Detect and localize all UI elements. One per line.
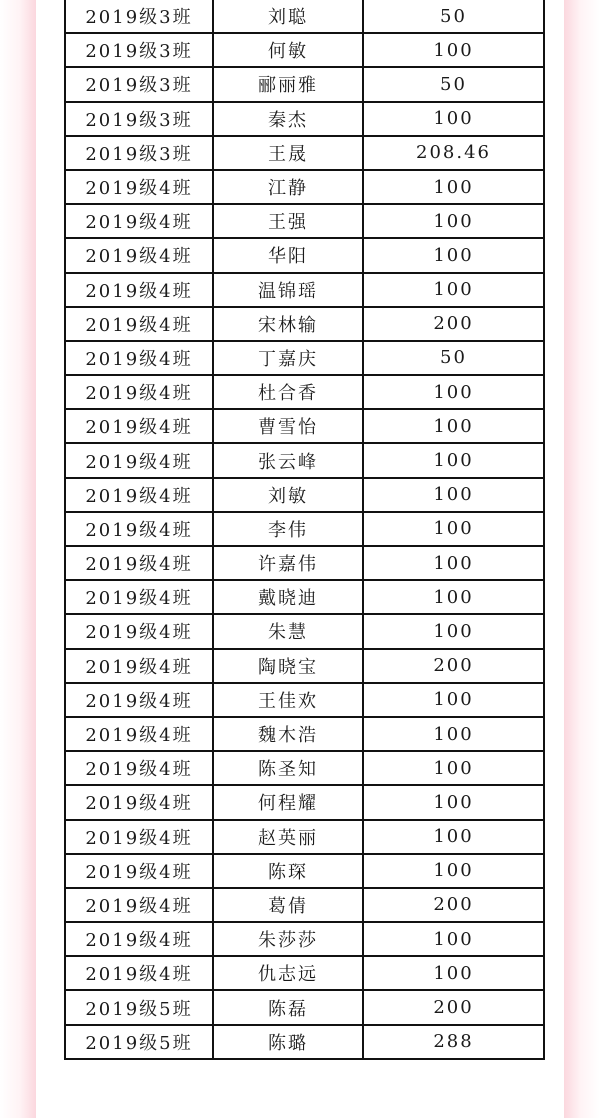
table-row [65,375,544,409]
name-cell: 温锦瑶 [213,273,363,307]
amount-cell: 100 [363,683,544,717]
name-cell: 陈琛 [213,854,363,888]
amount-cell: 50 [363,67,544,101]
amount-cell: 100 [363,854,544,888]
class-cell: 2019级4班 [65,273,213,307]
donation-table-body [65,0,544,1059]
amount-cell: 100 [363,717,544,751]
table-row [65,33,544,67]
class-cell: 2019级4班 [65,888,213,922]
amount-cell: 100 [363,820,544,854]
donation-table [64,0,545,1060]
name-cell: 张云峰 [213,443,363,477]
name-cell: 宋林输 [213,307,363,341]
table-row [65,0,544,33]
table-row [65,512,544,546]
table-row [65,888,544,922]
name-cell: 赵英丽 [213,820,363,854]
amount-cell: 100 [363,956,544,990]
class-cell: 2019级4班 [65,546,213,580]
table-row [65,854,544,888]
table-row [65,683,544,717]
table-row [65,922,544,956]
amount-cell: 100 [363,614,544,648]
table-row [65,614,544,648]
name-cell: 陈璐 [213,1025,363,1059]
class-cell: 2019级4班 [65,580,213,614]
name-cell: 魏木浩 [213,717,363,751]
amount-cell: 100 [363,546,544,580]
amount-cell: 50 [363,341,544,375]
name-cell: 刘聪 [213,0,363,33]
table-row [65,307,544,341]
amount-cell: 100 [363,751,544,785]
page-edge-left [0,0,36,1118]
table-row [65,990,544,1024]
name-cell: 王佳欢 [213,683,363,717]
class-cell: 2019级4班 [65,956,213,990]
table-row [65,409,544,443]
amount-cell: 100 [363,785,544,819]
name-cell: 华阳 [213,238,363,272]
name-cell: 何敏 [213,33,363,67]
table-row [65,717,544,751]
amount-cell: 100 [363,409,544,443]
table-row [65,136,544,170]
amount-cell: 100 [363,443,544,477]
amount-cell: 100 [363,170,544,204]
name-cell: 江静 [213,170,363,204]
class-cell: 2019级4班 [65,820,213,854]
amount-cell: 100 [363,238,544,272]
amount-cell: 50 [363,0,544,33]
table-row [65,170,544,204]
class-cell: 2019级3班 [65,33,213,67]
class-cell: 2019级4班 [65,443,213,477]
amount-cell: 288 [363,1025,544,1059]
amount-cell: 100 [363,512,544,546]
amount-cell: 200 [363,990,544,1024]
table-row [65,785,544,819]
table-row [65,751,544,785]
class-cell: 2019级4班 [65,922,213,956]
name-cell: 仇志远 [213,956,363,990]
class-cell: 2019级4班 [65,751,213,785]
table-row [65,341,544,375]
table-row [65,443,544,477]
amount-cell: 100 [363,204,544,238]
name-cell: 许嘉伟 [213,546,363,580]
class-cell: 2019级4班 [65,341,213,375]
name-cell: 陶晓宝 [213,649,363,683]
name-cell: 曹雪怡 [213,409,363,443]
name-cell: 李伟 [213,512,363,546]
table-row [65,580,544,614]
name-cell: 刘敏 [213,478,363,512]
class-cell: 2019级4班 [65,307,213,341]
amount-cell: 100 [363,580,544,614]
class-cell: 2019级3班 [65,67,213,101]
class-cell: 2019级4班 [65,785,213,819]
amount-cell: 200 [363,649,544,683]
name-cell: 杜合香 [213,375,363,409]
amount-cell: 208.46 [363,136,544,170]
amount-cell: 100 [363,922,544,956]
amount-cell: 100 [363,102,544,136]
class-cell: 2019级4班 [65,614,213,648]
class-cell: 2019级4班 [65,478,213,512]
amount-cell: 100 [363,375,544,409]
class-cell: 2019级3班 [65,0,213,33]
class-cell: 2019级4班 [65,409,213,443]
class-cell: 2019级4班 [65,512,213,546]
amount-cell: 100 [363,478,544,512]
table-row [65,956,544,990]
amount-cell: 200 [363,307,544,341]
table-row [65,273,544,307]
name-cell: 郦丽雅 [213,67,363,101]
table-row [65,67,544,101]
table-row [65,238,544,272]
class-cell: 2019级4班 [65,170,213,204]
name-cell: 戴晓迪 [213,580,363,614]
name-cell: 陈磊 [213,990,363,1024]
class-cell: 2019级5班 [65,990,213,1024]
class-cell: 2019级4班 [65,204,213,238]
name-cell: 陈圣知 [213,751,363,785]
class-cell: 2019级4班 [65,375,213,409]
name-cell: 朱慧 [213,614,363,648]
class-cell: 2019级4班 [65,717,213,751]
class-cell: 2019级4班 [65,649,213,683]
name-cell: 何程耀 [213,785,363,819]
table-row [65,1025,544,1059]
name-cell: 王晟 [213,136,363,170]
name-cell: 朱莎莎 [213,922,363,956]
amount-cell: 100 [363,273,544,307]
class-cell: 2019级3班 [65,136,213,170]
table-row [65,546,544,580]
table-row [65,649,544,683]
name-cell: 丁嘉庆 [213,341,363,375]
name-cell: 秦杰 [213,102,363,136]
class-cell: 2019级4班 [65,238,213,272]
class-cell: 2019级3班 [65,102,213,136]
table-row [65,204,544,238]
amount-cell: 200 [363,888,544,922]
name-cell: 王强 [213,204,363,238]
class-cell: 2019级4班 [65,683,213,717]
name-cell: 葛倩 [213,888,363,922]
table-row [65,478,544,512]
class-cell: 2019级4班 [65,854,213,888]
class-cell: 2019级5班 [65,1025,213,1059]
table-row [65,102,544,136]
table-row [65,820,544,854]
amount-cell: 100 [363,33,544,67]
page-edge-right [564,0,600,1118]
